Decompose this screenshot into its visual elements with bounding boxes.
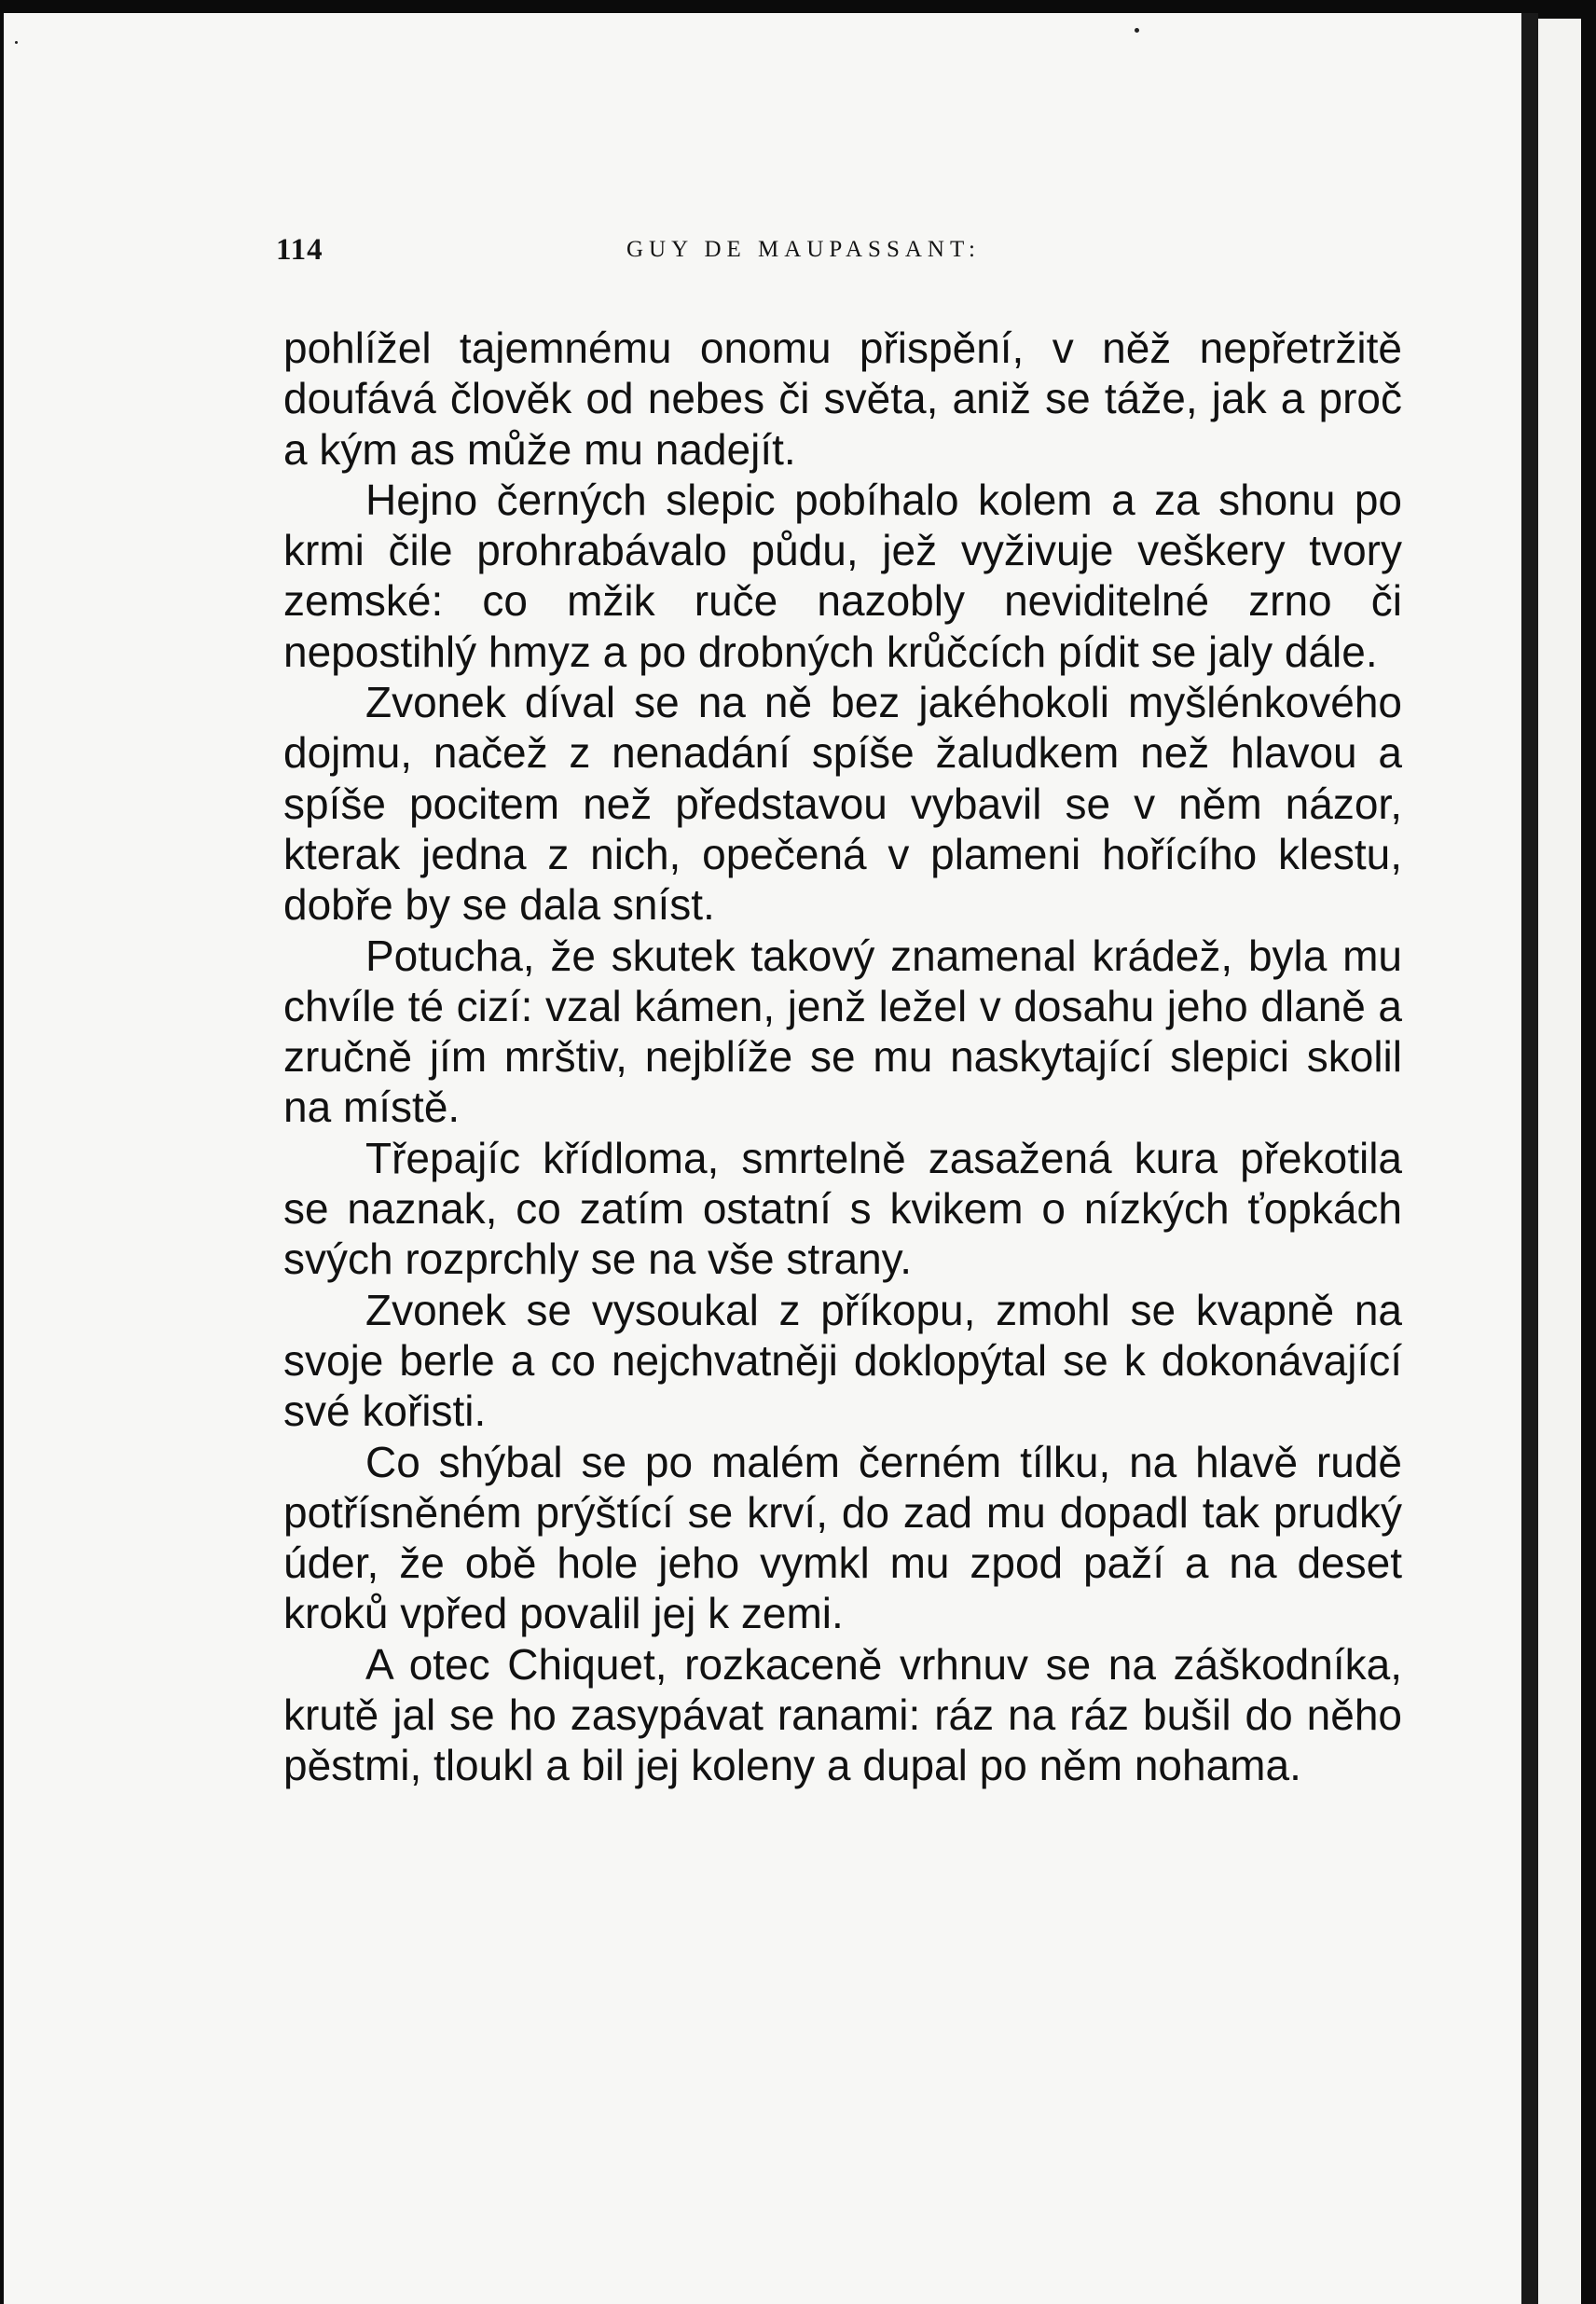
scan-speck bbox=[15, 41, 18, 44]
paragraph: A otec Chiquet, rozkaceně vrhnuv se na záškodníka, krutě jal se ho zasypávat ranami: ráz na ráz bušil do něho pěstmi, tloukl a bil jej koleny a dupal po něm nohama. bbox=[283, 1639, 1402, 1790]
facing-page-sliver bbox=[1538, 19, 1581, 2304]
scan-speck bbox=[1135, 28, 1139, 33]
page-header bbox=[4, 233, 1521, 270]
paragraph: Hejno černých slepic pobíhalo kolem a za shonu po krmi čile prohrabávalo půdu, jež vyživuje veškery tvory zemské: co mžik ruče nazobly neviditelné zrno či nepostihlý hmyz a po drobných krůčcích pídit se jaly dále. bbox=[283, 475, 1402, 676]
running-head: GUY DE MAUPASSANT: bbox=[626, 237, 981, 262]
book-page bbox=[4, 13, 1521, 2304]
body-text bbox=[283, 323, 1402, 1791]
page-number: 114 bbox=[276, 233, 323, 267]
paragraph: Třepajíc křídloma, smrtelně zasažená kura překotila se naznak, co zatím ostatní s kvikem o nízkých ťopkách svých rozprchly se na vše strany. bbox=[283, 1133, 1402, 1284]
paragraph: Co shýbal se po malém černém tílku, na hlavě rudě potřísněném prýštící se krví, do zad mu dopadl tak prudký úder, že obě hole jeho vymkl mu zpod paží a na deset kroků vpřed povalil jej k zemi. bbox=[283, 1437, 1402, 1638]
page-edge-shadow bbox=[1521, 13, 1538, 2304]
paragraph: Zvonek se vysoukal z příkopu, zmohl se kvapně na svoje berle a co nejchvatněji doklopýtal se k dokonávající své kořisti. bbox=[283, 1285, 1402, 1436]
paragraph: pohlížel tajemnému onomu přispění, v něž nepřetržitě doufává člověk od nebes či světa, aniž se táže, jak a proč a kým as může mu nadejít. bbox=[283, 324, 1402, 474]
paragraph: Potucha, že skutek takový znamenal krádež, byla mu chvíle té cizí: vzal kámen, jenž ležel v dosahu jeho dlaně a zručně jím mrštiv, nejblíže se mu naskytající slepici skolil na místě. bbox=[283, 931, 1402, 1132]
paragraph: Zvonek díval se na ně bez jakéhokoli myšlénkového dojmu, načež z nenadání spíše žaludkem než hlavou a spíše pocitem než představou vybavil se v něm názor, kterak jedna z nich, opečená v plameni hořícího klestu, dobře by se dala sníst. bbox=[283, 678, 1402, 930]
